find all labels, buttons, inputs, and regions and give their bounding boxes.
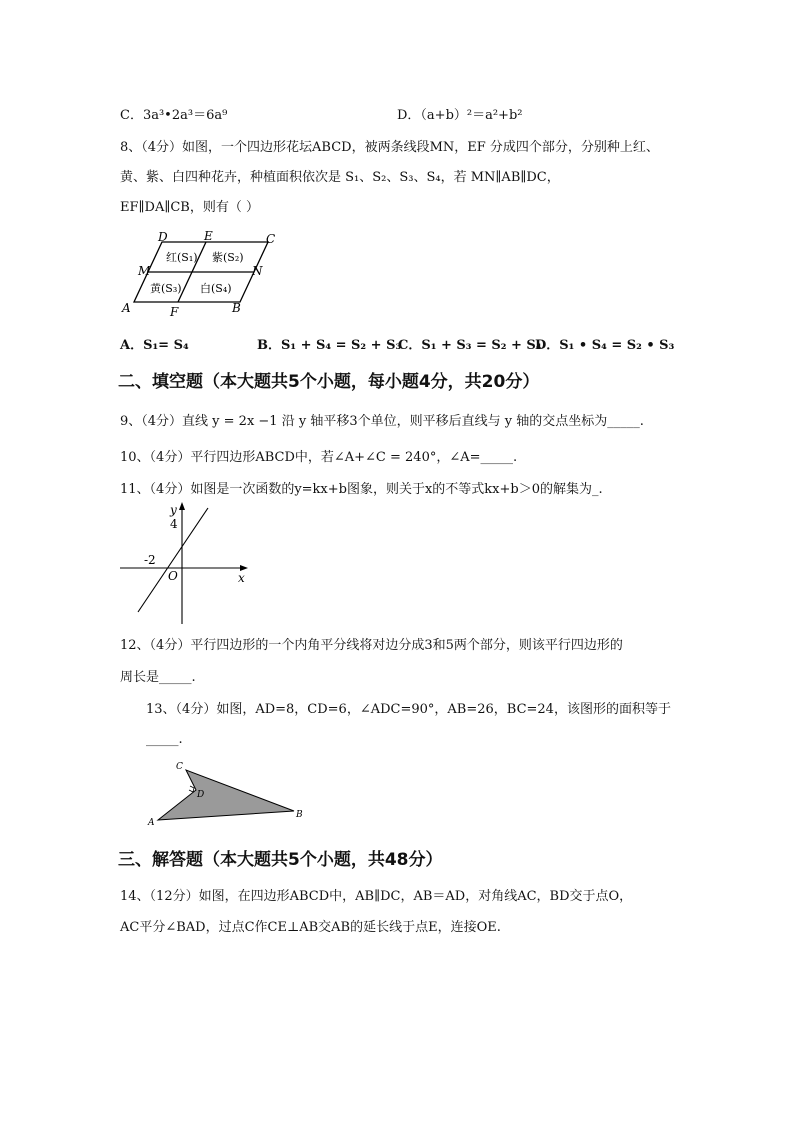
label-c: C	[266, 232, 276, 246]
q8-parallelogram-figure	[118, 226, 288, 318]
right-angle-mark	[189, 786, 194, 792]
x-intercept-label: -2	[144, 553, 156, 567]
q14-line-1: 14、（12分）如图，在四边形ABCD中，AB∥DC，AB＝AD，对角线AC，BD交于点O，	[120, 889, 633, 904]
label-f: F	[170, 305, 179, 318]
q12-line-2: 周长是_____.	[120, 670, 196, 685]
y-axis-arrow-icon	[179, 502, 185, 510]
shaded-quadrilateral	[158, 770, 294, 820]
label-b: B	[296, 810, 303, 820]
q7-option-c: C．3a³•2a³＝6a⁹	[120, 108, 228, 123]
q8-line-3: EF∥DA∥CB，则有（ ）	[120, 200, 259, 215]
q8-line-1: 8、（4分）如图，一个四边形花坛ABCD，被两条线段MN，EF 分成四个部分，分别种上红、	[120, 140, 659, 155]
q11-linear-graph	[118, 500, 250, 626]
q8-option-c: C．S₁ + S₃ = S₂ + S₄	[398, 338, 542, 353]
label-a: A	[122, 301, 131, 315]
label-d: D	[197, 790, 205, 800]
y-axis-label: y	[170, 503, 177, 517]
label-m: M	[138, 264, 151, 278]
q7-option-d: D．（a+b）²＝a²+b²	[397, 108, 523, 123]
q8-option-a: A．S₁= S₄	[120, 338, 189, 353]
origin-label: O	[168, 569, 178, 583]
q8-option-b: B．S₁ + S₄ = S₂ + S₃	[257, 338, 402, 353]
section-2-title: 二、填空题（本大题共5个小题，每小题4分，共20分）	[118, 372, 540, 392]
q14-line-2: AC平分∠BAD，过点C作CE⊥AB交AB的延长线于点E，连接OE.	[120, 920, 501, 935]
q9-text: 9、（4分）直线 y = 2x −1 沿 y 轴平移3个单位，则平移后直线与 y 轴的交点坐标为_____.	[120, 414, 644, 429]
y-intercept-label: 4	[170, 517, 178, 531]
label-d: D	[158, 230, 168, 244]
x-axis-label: x	[238, 571, 245, 585]
label-e: E	[204, 229, 213, 243]
region-yellow: 黄(S₃)	[150, 282, 182, 295]
label-a: A	[148, 818, 155, 828]
section-3-title: 三、解答题（本大题共5个小题，共48分）	[118, 850, 443, 870]
q12-line-1: 12、（4分）平行四边形的一个内角平分线将对边分成3和5两个部分，则该平行四边形的	[120, 638, 623, 653]
q8-option-d: D．S₁ • S₄ = S₂ • S₃	[535, 338, 675, 353]
region-white: 白(S₄)	[200, 282, 232, 295]
q13-shaded-figure	[146, 756, 314, 828]
label-c: C	[176, 762, 183, 772]
region-purple: 紫(S₂)	[212, 251, 244, 264]
label-b: B	[232, 301, 241, 315]
q13-line-2: _____.	[146, 732, 183, 747]
label-n: N	[252, 264, 263, 278]
q8-line-2: 黄、紫、白四种花卉，种植面积依次是 S₁、S₂、S₃、S₄，若 MN∥AB∥DC，	[120, 170, 560, 185]
q13-line-1: 13、（4分）如图，AD=8，CD=6，∠ADC=90°，AB=26，BC=24，该图形的面积等于	[146, 702, 671, 717]
q10-text: 10、（4分）平行四边形ABCD中，若∠A+∠C = 240°，∠A=_____.	[120, 450, 518, 465]
q11-text: 11、（4分）如图是一次函数的y=kx+b图象，则关于x的不等式kx+b＞0的解集为_.	[120, 482, 603, 497]
region-red: 红(S₁)	[166, 251, 198, 264]
